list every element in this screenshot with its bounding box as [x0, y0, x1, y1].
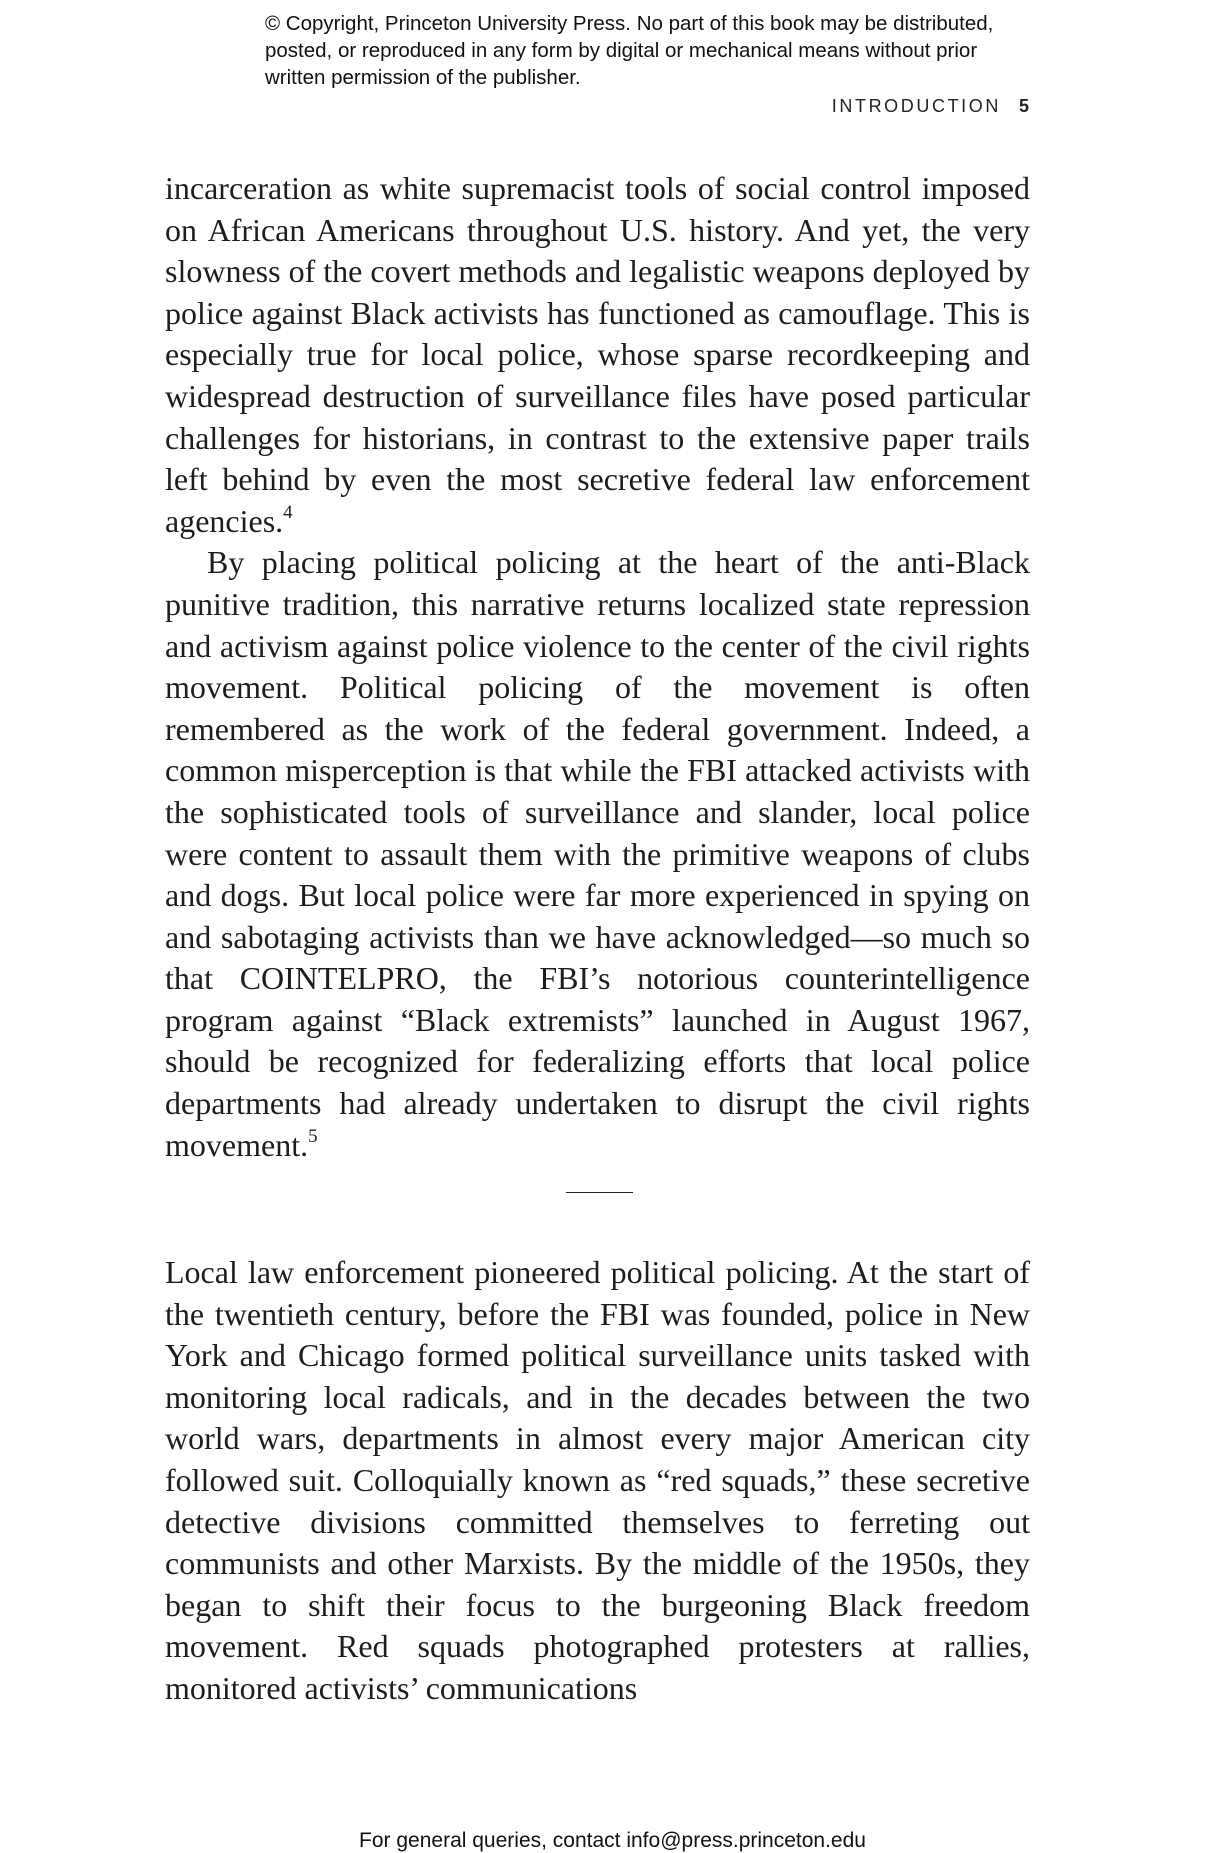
body-text-section-1 [165, 168, 1030, 1166]
copyright-notice: © Copyright, Princeton University Press. No part of this book may be distributed, posted, or reproduced in any form by digital or mechanical means without prior written permission of the publisher. [265, 12, 994, 89]
section-break-rule [566, 1192, 633, 1193]
footer-contact: For general queries, contact info@press.princeton.edu [359, 1829, 866, 1852]
body-paragraph [165, 542, 1030, 1166]
paragraph-text: Local law enforcement pioneered political policing. At the start of the twentieth century, before the FBI was founded, police in New York and Chicago formed political surveillance units tasked with monitoring local radicals, and in the decades between the two world wars, departments in almost every major American city followed suit. Colloquially known as “red squads,” these secretive detective divisions committed themselves to ferreting out communists and other Marxists. By the middle of the 1950s, they began to shift their focus to the burgeoning Black freedom movement. Red squads photographed protesters at rallies, monitored activists’ communications [165, 1254, 1030, 1706]
running-head [832, 96, 1029, 117]
body-paragraph [165, 168, 1030, 542]
footnote-marker: 5 [308, 1125, 318, 1147]
paragraph-text: incarceration as white supremacist tools of social control imposed on African Americans throughout U.S. history. And yet, the very slowness of the covert methods and legalistic weapons deployed by police against Black activists has functioned as camouflage. This is especially true for local police, whose sparse recordkeeping and widespread destruction of surveillance files have posed particular challenges for historians, in contrast to the extensive paper trails left behind by even the most secretive federal law enforcement agencies. [165, 170, 1030, 539]
running-head-title: INTRODUCTION [831, 96, 1001, 116]
body-paragraph [165, 1252, 1030, 1710]
footnote-marker: 4 [283, 501, 293, 523]
page-number: 5 [1018, 96, 1029, 116]
paragraph-text: By placing political policing at the heart of the anti-Black punitive tradition, this narrative returns localized state repression and activism against police violence to the center of the civil rights movement. Political policing of the movement is often remembered as the work of the federal government. Indeed, a common misperception is that while the FBI attacked activists with the sophisticated tools of surveillance and slander, local police were content to assault them with the primitive weapons of clubs and dogs. But local police were far more experienced in spying on and sabotaging activists than we have acknowledged—so much so that COINTELPRO, the FBI’s notorious counterintelligence program against “Black extremists” launched in August 1967, should be recognized for federalizing efforts that local police departments had already undertaken to disrupt the civil rights movement. [165, 544, 1030, 1163]
body-text-section-2 [165, 1252, 1030, 1710]
